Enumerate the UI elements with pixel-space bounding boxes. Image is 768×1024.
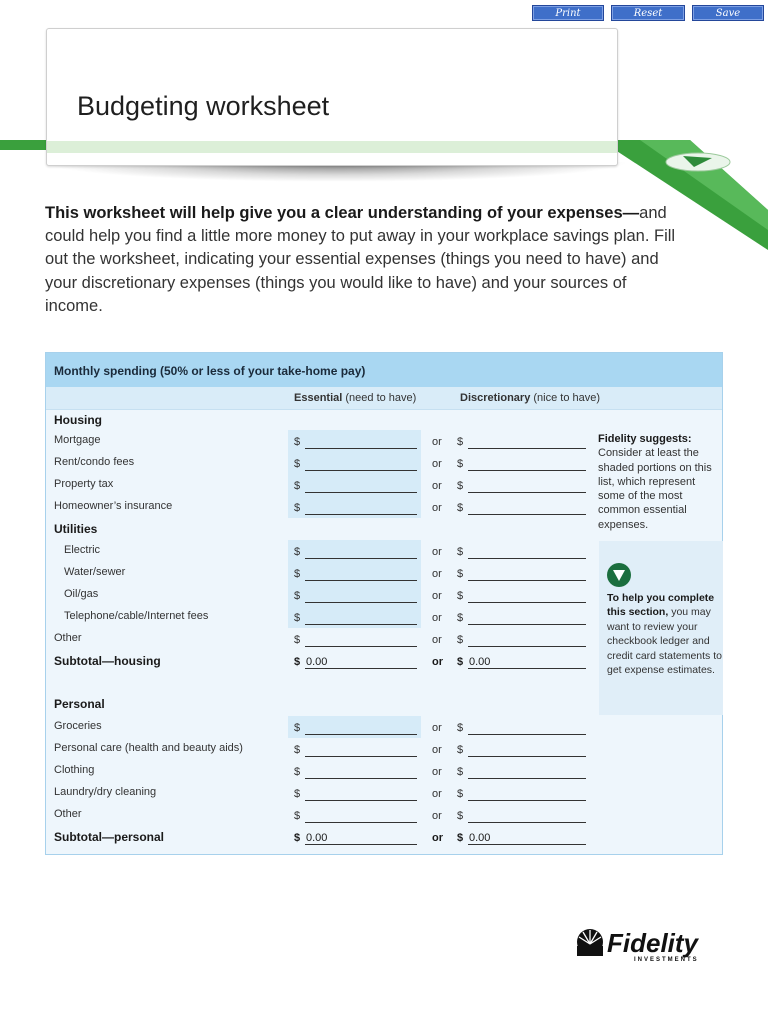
property-tax-essential-field[interactable] [305, 480, 417, 493]
dollar-sign: $ [294, 458, 301, 470]
row-label: Telephone/cable/Internet fees [64, 610, 209, 622]
dollar-sign: $ [294, 832, 301, 844]
row-label: Oil/gas [64, 588, 99, 600]
dollar-sign: $ [457, 612, 464, 624]
row-label: Property tax [54, 478, 114, 490]
dollar-sign: $ [457, 744, 464, 756]
water-discretionary-field[interactable] [468, 568, 586, 581]
dollar-sign: $ [294, 634, 301, 646]
subtotal-personal-essential[interactable] [305, 832, 417, 845]
dollar-sign: $ [294, 766, 301, 778]
or-label: or [432, 744, 442, 756]
subtotal-housing-essential[interactable] [305, 656, 417, 669]
telephone-discretionary-field[interactable] [468, 612, 586, 625]
dollar-sign: $ [294, 744, 301, 756]
homeowners-essential-field[interactable] [305, 502, 417, 515]
row-label: Mortgage [54, 434, 101, 446]
dollar-sign: $ [457, 634, 464, 646]
rent-discretionary-field[interactable] [468, 458, 586, 471]
subtotal-housing-discretionary[interactable] [468, 656, 586, 669]
mortgage-discretionary-field[interactable] [468, 436, 586, 449]
section-heading-housing [46, 409, 722, 431]
dollar-sign: $ [294, 810, 301, 822]
column-headers [46, 387, 722, 410]
groceries-essential-field[interactable] [305, 722, 417, 735]
or-label: or [432, 502, 442, 514]
row-label: Clothing [54, 764, 95, 776]
row-label: Laundry/dry cleaning [54, 786, 157, 798]
help-note-box [599, 541, 723, 715]
chevron-down-icon [607, 563, 631, 587]
help-note-text: To help you complete this section, you may want to review your checkbook ledger and credit card statements to get expense estimates. [607, 592, 722, 677]
dollar-sign: $ [457, 766, 464, 778]
subtotal-value: 0.00 [469, 656, 491, 668]
dollar-sign: $ [457, 590, 464, 602]
dollar-sign: $ [294, 480, 301, 492]
homeowners-discretionary-field[interactable] [468, 502, 586, 515]
or-label: or [432, 568, 442, 580]
or-label: or [432, 788, 442, 800]
table-row [46, 782, 722, 804]
dollar-sign: $ [457, 502, 464, 514]
dollar-sign: $ [457, 788, 464, 800]
electric-discretionary-field[interactable] [468, 546, 586, 559]
oil-discretionary-field[interactable] [468, 590, 586, 603]
fidelity-suggests-note [598, 432, 713, 532]
logo-sub: INVESTMENTS [634, 957, 699, 962]
fidelity-logo [574, 924, 726, 962]
personal-heading: Personal [54, 697, 105, 711]
or-label: or [432, 832, 443, 844]
housing-other-essential-field[interactable] [305, 634, 417, 647]
intro-text [45, 202, 685, 318]
subtotal-personal-row [46, 826, 722, 848]
or-label: or [432, 656, 443, 668]
table-row [46, 738, 722, 760]
or-label: or [432, 436, 442, 448]
table-row [46, 716, 722, 738]
dollar-sign: $ [457, 546, 464, 558]
title-card-stripe [47, 141, 617, 153]
or-label: or [432, 612, 442, 624]
toolbar [532, 5, 764, 21]
dollar-sign: $ [294, 546, 301, 558]
personal-other-essential-field[interactable] [305, 810, 417, 823]
dollar-sign: $ [457, 832, 464, 844]
dollar-sign: $ [457, 810, 464, 822]
row-label: Other [54, 632, 82, 644]
note-text: Consider at least the shaded portions on this list, which represent some of the most common essential expenses. [598, 447, 712, 531]
table-row [46, 804, 722, 826]
reset-button[interactable]: Reset [611, 5, 685, 21]
dollar-sign: $ [457, 722, 464, 734]
table-header-label: Monthly spending (50% or less of your take-home pay) [54, 364, 366, 378]
dollar-sign: $ [457, 480, 464, 492]
dollar-sign: $ [294, 502, 301, 514]
dollar-sign: $ [457, 656, 464, 668]
row-label: Subtotal—housing [54, 654, 161, 668]
row-label: Homeowner’s insurance [54, 500, 173, 512]
dollar-sign: $ [294, 590, 301, 602]
or-label: or [432, 722, 442, 734]
row-label: Electric [64, 544, 101, 556]
telephone-essential-field[interactable] [305, 612, 417, 625]
print-button[interactable]: Print [532, 5, 604, 21]
utilities-heading: Utilities [54, 522, 98, 536]
subtotal-personal-discretionary[interactable] [468, 832, 586, 845]
housing-heading: Housing [54, 413, 102, 427]
personal-other-discretionary-field[interactable] [468, 810, 586, 823]
dollar-sign: $ [294, 568, 301, 580]
dollar-sign: $ [457, 568, 464, 580]
or-label: or [432, 766, 442, 778]
table-row [46, 760, 722, 782]
oil-essential-field[interactable] [305, 590, 417, 603]
personal-care-essential-field[interactable] [305, 744, 417, 757]
dollar-sign: $ [294, 436, 301, 448]
or-label: or [432, 634, 442, 646]
or-label: or [432, 458, 442, 470]
laundry-discretionary-field[interactable] [468, 788, 586, 801]
subtotal-value: 0.00 [469, 832, 491, 844]
row-label: Water/sewer [64, 566, 126, 578]
mortgage-essential-field[interactable] [305, 436, 417, 449]
subtotal-value: 0.00 [306, 656, 328, 668]
row-label: Subtotal—personal [54, 830, 165, 844]
dollar-sign: $ [294, 612, 301, 624]
essential-column-header: Essential (need to have) [294, 392, 417, 404]
intro-rest: and could help you find a little more money to put away in your workplace savings plan. Fill out the worksheet, indicating your essential expenses (things you need to have) and your discretionary expenses (things you would like to have) and your sources of income. [45, 204, 676, 315]
discretionary-column-header: Discretionary (nice to have) [460, 392, 601, 404]
save-button[interactable]: Save [692, 5, 764, 21]
row-label: Personal care (health and beauty aids) [54, 742, 243, 754]
water-essential-field[interactable] [305, 568, 417, 581]
dollar-sign: $ [294, 722, 301, 734]
dollar-sign: $ [294, 788, 301, 800]
rent-essential-field[interactable] [305, 458, 417, 471]
groceries-discretionary-field[interactable] [468, 722, 586, 735]
subtotal-value: 0.00 [306, 832, 328, 844]
clothing-essential-field[interactable] [305, 766, 417, 779]
dollar-sign: $ [294, 656, 301, 668]
intro-bold: This worksheet will help give you a clear understanding of your expenses— [45, 204, 640, 222]
row-label: Groceries [54, 720, 102, 732]
row-label: Rent/condo fees [54, 456, 135, 468]
clothing-discretionary-field[interactable] [468, 766, 586, 779]
or-label: or [432, 546, 442, 558]
dollar-sign: $ [457, 436, 464, 448]
table-header [46, 353, 722, 387]
note-heading: Fidelity suggests: [598, 433, 692, 445]
title-card [46, 28, 618, 166]
or-label: or [432, 810, 442, 822]
personal-care-discretionary-field[interactable] [468, 744, 586, 757]
housing-other-discretionary-field[interactable] [468, 634, 586, 647]
electric-essential-field[interactable] [305, 546, 417, 559]
or-label: or [432, 480, 442, 492]
row-label: Other [54, 808, 82, 820]
laundry-essential-field[interactable] [305, 788, 417, 801]
page-title: Budgeting worksheet [77, 91, 330, 121]
property-tax-discretionary-field[interactable] [468, 480, 586, 493]
dollar-sign: $ [457, 458, 464, 470]
or-label: or [432, 590, 442, 602]
logo-word: Fidelity [607, 928, 699, 958]
monthly-spending-table [45, 352, 723, 855]
